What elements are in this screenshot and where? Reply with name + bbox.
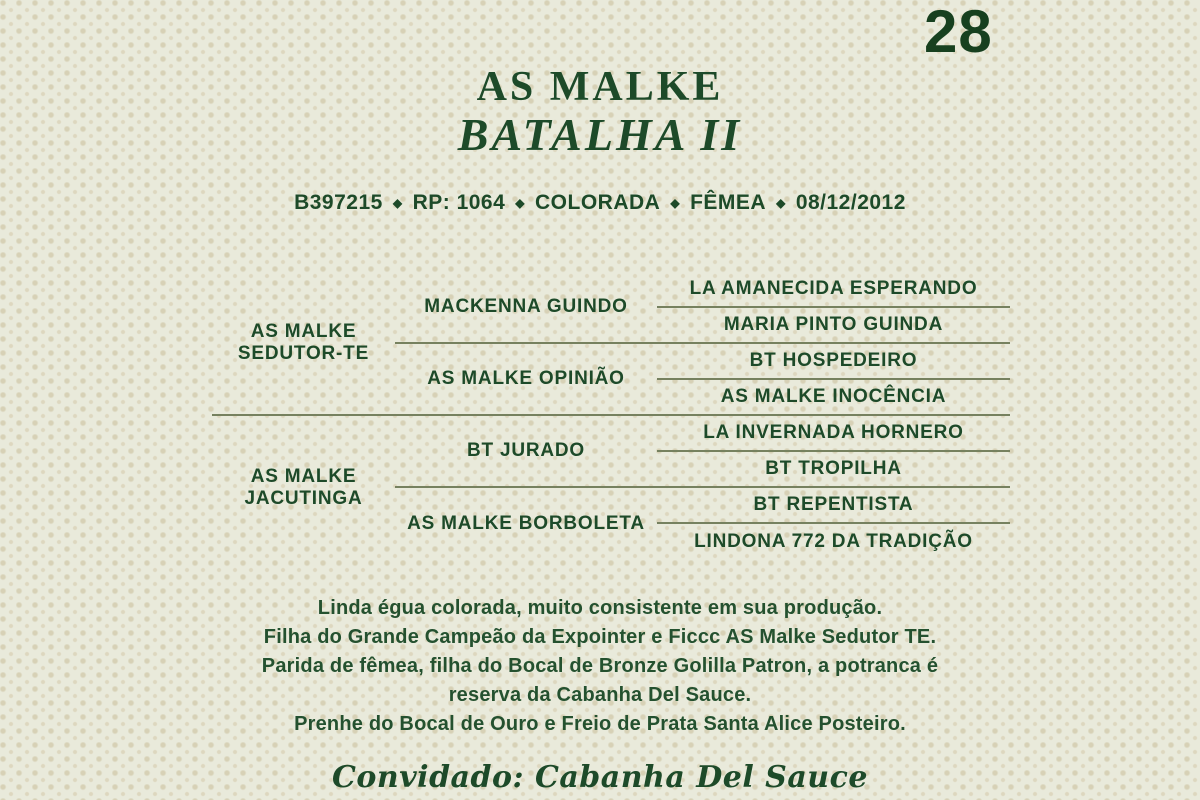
sire-name-line1: AS MALKE — [250, 321, 357, 343]
description-line: reserva da Cabanha Del Sauce. — [448, 684, 752, 706]
description-block — [0, 594, 1200, 739]
sex: FÊMEA — [690, 191, 767, 214]
coat-color: COLORADA — [535, 191, 661, 214]
pedigree-cell-great-grandparent: AS MALKE INOCÊNCIA — [657, 380, 1010, 416]
sire-name-line2: SEDUTOR-TE — [237, 343, 370, 364]
pedigree-cell-great-grandparent: LA INVERNADA HORNERO — [657, 416, 1010, 452]
diamond-separator-icon: ◆ — [670, 196, 681, 210]
pedigree-table — [212, 272, 1010, 560]
rp-number: RP: 1064 — [412, 191, 506, 214]
pedigree-cell-great-grandparent: LINDONA 772 DA TRADIÇÃO — [694, 531, 973, 553]
pedigree-cell-sire-sire: MACKENNA GUINDO — [395, 272, 657, 344]
horse-name-prefix: AS MALKE — [476, 64, 724, 110]
registration-number: B397215 — [294, 191, 383, 214]
pedigree-cell-dam — [212, 416, 395, 560]
pedigree-cell-great-grandparent: LA AMANECIDA ESPERANDO — [657, 272, 1010, 308]
pedigree-cell-dam-dam: AS MALKE BORBOLETA — [407, 513, 645, 535]
pedigree-cell-dam-sire: BT JURADO — [395, 416, 657, 488]
dam-name-line1: AS MALKE — [250, 466, 357, 488]
description-line: Prenhe do Bocal de Ouro e Freio de Prata Santa Alice Posteiro. — [294, 713, 906, 735]
pedigree-cell-great-grandparent: BT HOSPEDEIRO — [657, 344, 1010, 380]
registration-info — [0, 191, 1200, 215]
pedigree-cell-great-grandparent: MARIA PINTO GUINDA — [657, 308, 1010, 344]
diamond-separator-icon: ◆ — [392, 196, 403, 210]
horse-name: BATALHA II — [457, 109, 743, 160]
guest-credit: Convidado: Cabanha Del Sauce — [332, 760, 868, 795]
pedigree-cell-sire-dam: AS MALKE OPINIÃO — [395, 344, 657, 416]
dam-name-line2: JACUTINGA — [244, 488, 363, 509]
pedigree-cell-sire — [212, 272, 395, 416]
description-line: Linda égua colorada, muito consistente em sua produção. — [317, 597, 883, 619]
diamond-separator-icon: ◆ — [776, 196, 786, 210]
pedigree-cell-great-grandparent: BT TROPILHA — [657, 452, 1010, 488]
lot-number: 28 — [924, 0, 993, 65]
diamond-separator-icon: ◆ — [515, 196, 526, 210]
pedigree-cell-great-grandparent: BT REPENTISTA — [657, 488, 1010, 524]
birth-date: 08/12/2012 — [795, 191, 906, 214]
description-line: Filha do Grande Campeão da Expointer e Ficcc AS Malke Sedutor TE. — [263, 626, 937, 648]
description-line: Parida de fêmea, filha do Bocal de Bronze Golilla Patron, a potranca é — [261, 655, 939, 677]
